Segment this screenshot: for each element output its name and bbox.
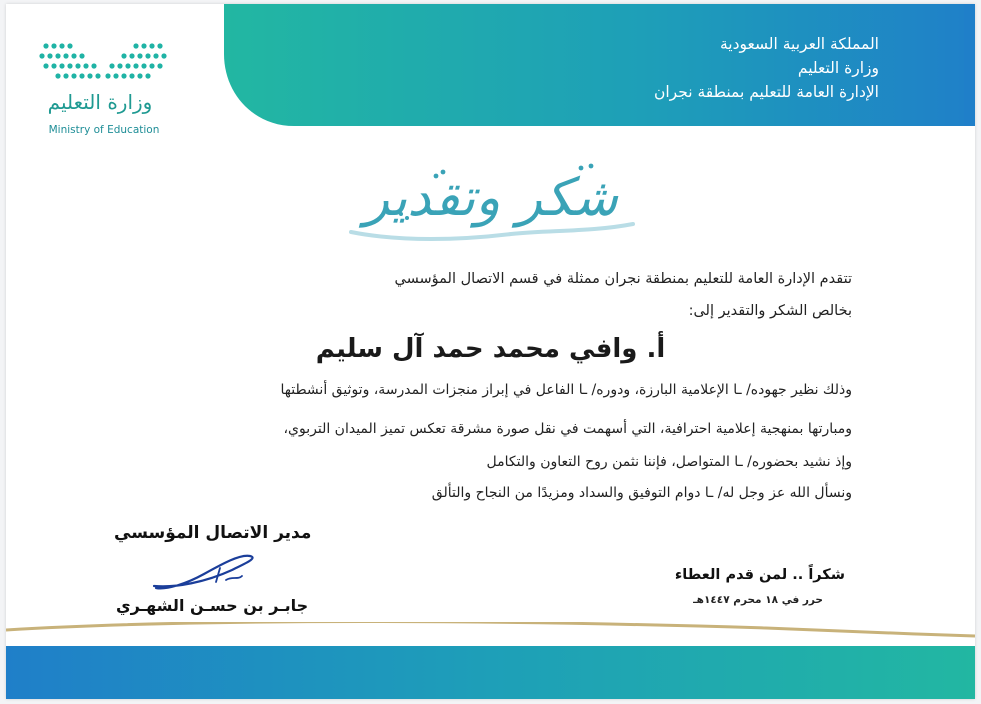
signatory-name: جابـر بن حسـن الشهـري — [116, 596, 309, 615]
body-line-3: وإذ نشيد بحضوره/ ـا المتواصل، فإننا نثمن روح التعاون والتكامل — [486, 454, 852, 470]
footer-band — [6, 622, 975, 699]
header-ministry: وزارة التعليم — [797, 59, 879, 77]
body-line-4: ونسأل الله عز وجل له/ ـا دوام التوفيق والسداد ومزيدًا من النجاح والتألق — [431, 485, 852, 501]
logo-arabic-text: وزارة التعليم — [47, 90, 153, 114]
handwritten-signature-icon — [146, 552, 276, 594]
intro-line-2: بخالص الشكر والتقدير إلى: — [688, 303, 852, 319]
ministry-dots-logo-icon — [38, 40, 168, 84]
intro-line-1: تتقدم الإدارة العامة للتعليم بمنطقة نجران ممثلة في قسم الاتصال المؤسسي — [394, 271, 852, 287]
certificate-title-text: شكر وتقدير — [364, 168, 618, 228]
honoree-name: أ. وافي محمد حمد آل سليم — [315, 334, 666, 364]
thanks-note: شكراً .. لمن قدم العطاء — [674, 567, 845, 583]
body-line-1: وذلك نظير جهوده/ ـا الإعلامية البارزة، ودوره/ ـا الفاعل في إبراز منجزات المدرسة، وتوثيق أنشطتها — [280, 382, 852, 398]
header-kingdom: المملكة العربية السعودية — [719, 35, 879, 53]
signatory-title: مدير الاتصال المؤسسي — [114, 523, 312, 543]
logo-english-text: Ministry of Education — [48, 124, 160, 136]
issue-date: حرر في ١٨ محرم ١٤٤٧هـ — [693, 594, 823, 606]
body-line-2: ومبارتها بمنهجية إعلامية احترافية، التي أسهمت في نقل صورة مشرقة تعكس تميز الميدان التربوي، — [283, 421, 852, 437]
header-directorate: الإدارة العامة للتعليم بمنطقة نجران — [653, 83, 879, 101]
ministry-logo — [34, 40, 174, 140]
header-text — [549, 32, 879, 104]
certificate-sheet — [6, 4, 975, 699]
certificate-title — [341, 154, 641, 246]
